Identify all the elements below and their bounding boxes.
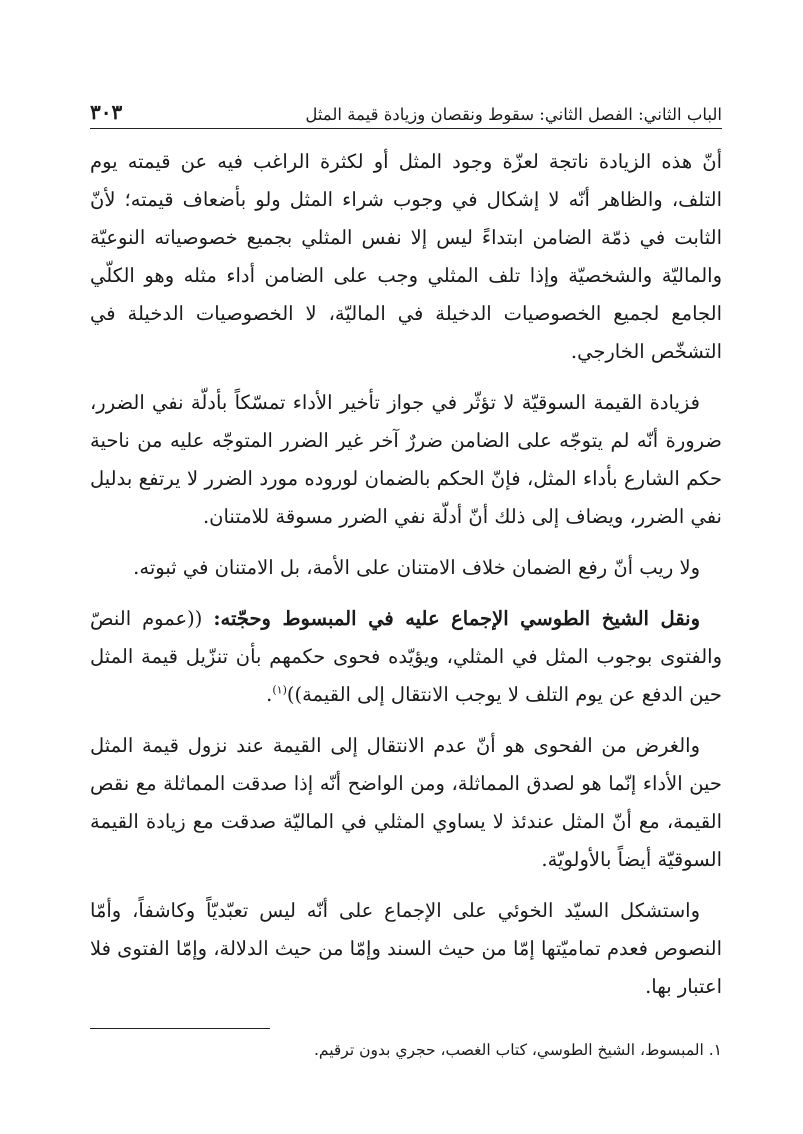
running-title: الباب الثاني: الفصل الثاني: سقوط ونقصان وزيادة قيمة المثل [305, 105, 722, 124]
book-page [90, 84, 722, 1063]
paragraph-2: فزيادة القيمة السوقيّة لا تؤثّر في جواز تأخير الأداء تمسّكاً بأدلّة نفي الضرر، ضرورة أنّه لم يتوجّه على الضامن ضررٌ آخر غير الضرر المتوجّه عليه من ناحية حكم الشارع بأداء المثل، فإنّ الحكم بالضمان لوروده مورد الضرر لا يرتفع بدليل نفي الضرر، ويضاف إلى ذلك أنّ أدلّة نفي الضرر مسوقة للامتنان. [90, 391, 722, 528]
paragraph-4-quote: ((عموم النصّ والفتوى بوجوب المثل في المثلي، ويؤيّده فحوى حكمهم بأن تنزّيل قيمة المثل حين الدفع عن يوم التلف لا يوجب الانتقال إلى القيمة)) [90, 607, 722, 706]
body-text [90, 143, 722, 1006]
paragraph-4-bold: ونقل الشيخ الطوسي الإجماع عليه في المبسوط وحجّته: [213, 607, 700, 630]
paragraph-3: ولا ريب أنّ رفع الضمان خلاف الامتنان على الأمة، بل الامتنان في ثبوته. [133, 556, 700, 579]
paragraph-6: واستشكل السيّد الخوئي على الإجماع على أنّه ليس تعبّديّاً وكاشفاً، وأمّا النصوص فعدم تماميّتها إمّا من حيث السند وإمّا من حيث الدلالة، وإمّا الفتوى فلا اعتبار بها. [90, 899, 722, 998]
paragraph-4-end: . [266, 683, 273, 706]
paragraph-4 [90, 600, 722, 714]
paragraph-5: والغرض من الفحوى هو أنّ عدم الانتقال إلى القيمة عند نزول قيمة المثل حين الأداء إنّما هو لصدق المماثلة، ومن الواضح أنّه إذا صدقت المماثلة مع نقص القيمة، مع أنّ المثل عندئذ لا يساوي المثلي في الماليّة صدقت مع زيادة القيمة السوقيّة أيضاً بالأولويّة. [90, 734, 722, 871]
page-number: ٣٠٣ [90, 100, 123, 124]
footnote-separator [90, 1028, 270, 1029]
footnote: ١. المبسوط، الشيخ الطوسي، كتاب الغصب، حجري بدون ترقيم. [313, 1041, 722, 1059]
footnote-ref[interactable]: (١) [272, 683, 287, 697]
page-header [90, 84, 722, 129]
paragraph-1: أنّ هذه الزيادة ناتجة لعزّة وجود المثل أو لكثرة الراغب فيه عن قيمته يوم التلف، والظاهر أنّه لا إشكال في وجوب شراء المثل ولو بأضعاف قيمته؛ لأنّ الثابت في ذمّة الضامن ابتداءً ليس إلا نفس المثلي بجميع خصوصياته النوعيّة والماليّة والشخصيّة وإذا تلف المثلي وجب على الضامن أداء مثله وهو الكلّي الجامع لجميع الخصوصيات الدخيلة في الماليّة، لا الخصوصيات الدخيلة في التشخّص الخارجي. [90, 150, 722, 363]
